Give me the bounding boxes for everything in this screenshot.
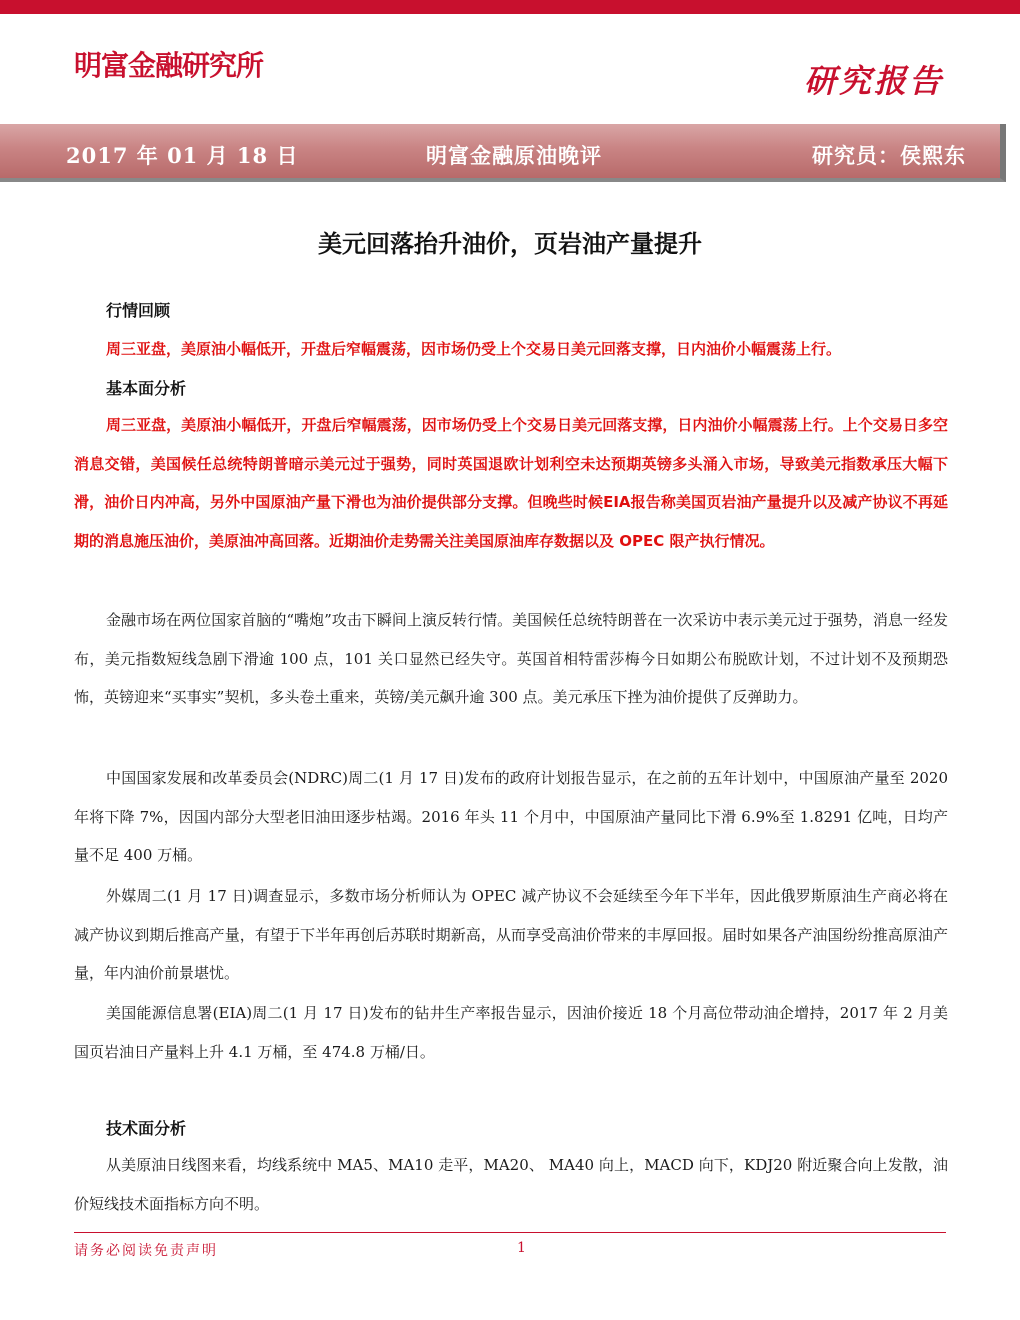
fundamentals-paragraph-4: 美国能源信息署(EIA)周二(1 月 17 日)发布的钻井生产率报告显示，因油价接近 18 个月高位带动油企增持，2017 年 2 月美国页岩油日产量料上升 4.1 万桶，至 474.8 万桶/日。 [74,1004,948,1061]
fundamentals-highlight: 周三亚盘，美原油小幅低开，开盘后窄幅震荡，因市场仍受上个交易日美元回落支撑，日内油价小幅震荡上行。上个交易日多空消息交错，美国候任总统特朗普暗示美元过于强势，同时英国退欧计划利空未达预期英镑多头涌入市场，导致美元指数承压大幅下滑，油价日内冲高，另外中国原油产量下滑也为油价提供部分支撑。但晚些时候EIA报告称美国页岩油产量提升以及减产协议不再延期的消息施压油价，美原油冲高回落。近期油价走势需关注美国原油库存数据以及 OPEC 限产执行情况。 [74,416,948,550]
report-date: 2017 年 01 月 18 日 [66,143,299,168]
report-banner [0,124,1006,182]
report-title: 美元回落抬升油价，页岩油产量提升 [318,230,702,258]
fundamentals-paragraph-3: 外媒周二(1 月 17 日)调查显示，多数市场分析师认为 OPEC 减产协议不会延续至今年下半年，因此俄罗斯原油生产商必将在减产协议到期后推高产量，有望于下半年再创后苏联时期新高，从而享受高油价带来的丰厚回报。届时如果各产油国纷纷推高原油产量，年内油价前景堪忧。 [74,887,948,982]
heading-fundamentals: 基本面分析 [106,379,187,398]
fundamentals-paragraph-2: 中国国家发展和改革委员会(NDRC)周二(1 月 17 日)发布的政府计划报告显示，在之前的五年计划中，中国原油产量至 2020 年将下降 7%，因国内部分大型老旧油田逐步枯竭。2016 年头 11 个月中，中国原油产量同比下滑 6.9%至 1.8291 亿吨，日均产量不足 400 万桶。 [74,769,948,864]
technical-text: 从美原油日线图来看，均线系统中 MA5、MA10 走平，MA20、 MA40 向上，MACD 向下，KDJ20 附近聚合向上发散，油价短线技术面指标方向不明。 [74,1156,948,1213]
disclaimer-notice: 请务必阅读免责声明 [74,1243,218,1259]
page-number: 1 [517,1240,526,1256]
footer-divider [74,1232,946,1233]
heading-technical: 技术面分析 [106,1119,187,1138]
heading-market-review: 行情回顾 [106,301,171,320]
fundamentals-paragraph-1: 金融市场在两位国家首脑的“嘴炮”攻击下瞬间上演反转行情。美国候任总统特朗普在一次采访中表示美元过于强势，消息一经发布，美元指数短线急剧下滑逾 100 点，101 关口显然已经失守。英国首相特雷莎梅今日如期公布脱欧计划，不过计划不及预期恐怖，英镑迎来“买事实”契机，多头卷土重来，英镑/美元飙升逾 300 点。美元承压下挫为油价提供了反弹助力。 [74,611,948,706]
market-review-text: 周三亚盘，美原油小幅低开，开盘后窄幅震荡，因市场仍受上个交易日美元回落支撑，日内油价小幅震荡上行。 [106,340,842,358]
document-type-label: 研究报告 [803,62,944,100]
company-logo: 明富金融研究所 [74,49,264,82]
report-series: 明富金融原油晚评 [426,143,602,168]
top-accent-bar [0,0,1020,14]
report-analyst: 研究员：侯熙东 [812,143,966,168]
